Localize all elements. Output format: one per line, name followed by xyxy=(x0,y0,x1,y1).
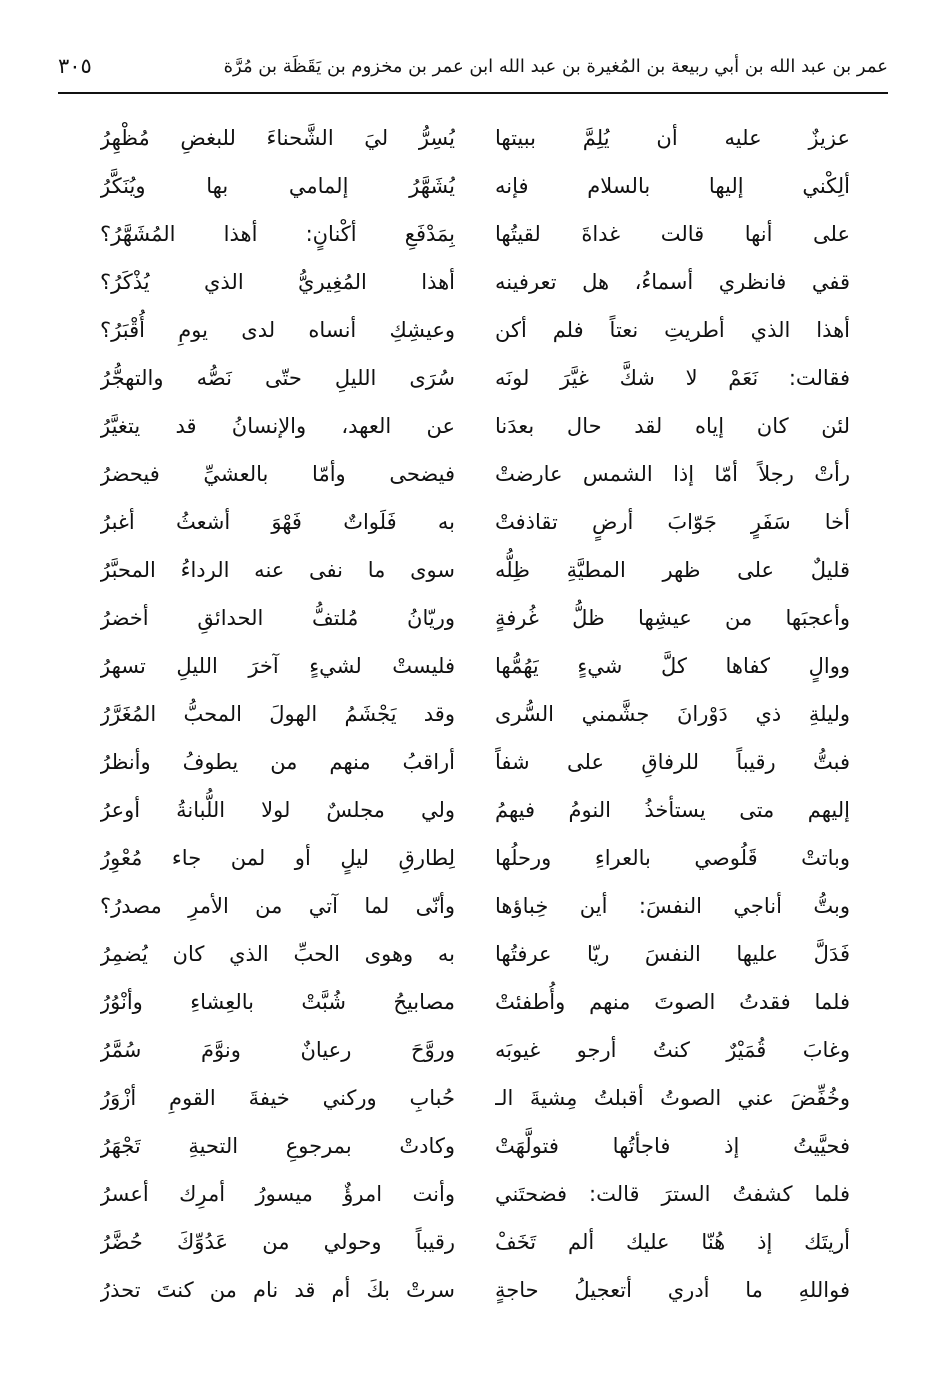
verse-row xyxy=(100,691,850,737)
verse-row xyxy=(100,259,850,305)
verse-row xyxy=(100,883,850,929)
verse-row xyxy=(100,403,850,449)
verse-row xyxy=(100,211,850,257)
page-number: ٣٠٥ xyxy=(58,54,92,78)
verse-second-hemistich: سوى ما نفى عنه الرداءُ المحبَّرُ xyxy=(100,558,455,582)
header-divider xyxy=(58,92,888,94)
verse-row xyxy=(100,1123,850,1169)
verse-second-hemistich: به وهوى الحبِّ الذي كان يُضمِرُ xyxy=(100,942,455,966)
verse-first-hemistich: أخا سَفَرٍ جَوّابَ أرضٍ تقاذفتْ xyxy=(495,510,850,534)
verse-first-hemistich: عزيزٌ عليه أن يُلِمَّ ببيتها xyxy=(495,126,850,150)
verse-second-hemistich: وعيشِكِ أنساه لدى يومِ أُقْبَرُ؟ xyxy=(100,318,455,342)
verse-row xyxy=(100,835,850,881)
running-header xyxy=(58,48,888,88)
verse-first-hemistich: وغابَ قُمَيْرٌ كنتُ أرجو غيوبَه xyxy=(495,1038,850,1062)
verse-first-hemistich: وباتتْ قَلُوصي بالعراءِ ورحلُها xyxy=(495,846,850,870)
verse-second-hemistich: ولي مجلسٌ لولا اللُّبانةُ أوعرُ xyxy=(100,798,455,822)
verse-second-hemistich: وأنت امرؤٌ ميسورُ أمرِك أعسرُ xyxy=(100,1182,455,1206)
running-title: عمر بن عبد الله بن أبي ربيعة بن المُغيرة بن عبد الله ابن عمر بن مخزوم بن يَقَظَة بن مُرَّة xyxy=(223,56,888,77)
verse-second-hemistich: بِمَدْفَعِ أكْنانٍ: أهذا المُشَهَّرُ؟ xyxy=(100,222,455,246)
verse-first-hemistich: فَدَلَّ عليها النفسَ ريّا عرفتُها xyxy=(495,942,850,966)
verse-second-hemistich: فيضحى وأمّا بالعشيِّ فيحضرُ xyxy=(100,462,455,486)
verse-row xyxy=(100,643,850,689)
verse-row xyxy=(100,1171,850,1217)
verse-second-hemistich: عن العهد، والإنسانُ قد يتغيَّرُ xyxy=(100,414,455,438)
verse-second-hemistich: سرتْ بكَ أم قد نام من كنتَ تحذرُ xyxy=(100,1278,455,1302)
verse-first-hemistich: أهذا الذي أطريتِ نعتاً فلم أكن xyxy=(495,318,850,342)
verse-second-hemistich: مصابيحُ شُبَّتْ بالعِشاءِ وأنْوُرُ xyxy=(100,990,455,1014)
verse-second-hemistich: وكادتْ بمرجوعِ التحيةِ تَجْهَرُ xyxy=(100,1134,455,1158)
verse-row xyxy=(100,1075,850,1121)
verse-second-hemistich: يُشَهَّرُ إلمامي بها ويُنَكَّرُ xyxy=(100,174,455,198)
verse-second-hemistich: حُبابِ وركني خيفةَ القومِ أزْوَرُ xyxy=(100,1086,455,1110)
verse-second-hemistich: به فَلَواتٌ فَهْوَ أشعثُ أغبرُ xyxy=(100,510,455,534)
verse-second-hemistich: وريّانُ مُلتفُّ الحدائقِ أخضرُ xyxy=(100,606,455,630)
verse-first-hemistich: قفي فانظري أسماءُ، هل تعرفينه xyxy=(495,270,850,294)
verse-row xyxy=(100,1267,850,1313)
verse-second-hemistich: أهذا المُغِيريُّ الذي يُذْكَرُ؟ xyxy=(100,270,455,294)
verse-row xyxy=(100,931,850,977)
verse-first-hemistich: وأعجبَها من عيشِها ظلُّ غُرفةٍ xyxy=(495,606,850,630)
verse-second-hemistich: لِطارقِ ليلٍ أو لمن جاء مُعْوِرُ xyxy=(100,846,455,870)
verse-row xyxy=(100,979,850,1025)
verse-row xyxy=(100,307,850,353)
verse-first-hemistich: أريتَك إذ هُنّا عليك ألم تَخَفْ xyxy=(495,1230,850,1254)
verse-row xyxy=(100,1219,850,1265)
verse-row xyxy=(100,1027,850,1073)
verse-second-hemistich: فليستْ لشيءٍ آخرَ الليلِ تسهرُ xyxy=(100,654,455,678)
verse-second-hemistich: أراقبُ منهم من يطوفُ وأنظرُ xyxy=(100,750,455,774)
verse-first-hemistich: إليهم متى يستأخذُ النومُ فيهمُ xyxy=(495,798,850,822)
verse-first-hemistich: فبتُّ رقيباً للرفاقِ على شفاً xyxy=(495,750,850,774)
verse-first-hemistich: فواللهِ ما أدري أتعجيلُ حاجةٍ xyxy=(495,1278,850,1302)
verse-first-hemistich: فقالت: نَعَمْ لا شكَّ غيَّرَ لونَه xyxy=(495,366,850,390)
verse-first-hemistich: ووالٍ كفاها كلَّ شيءٍ يَهُمُّها xyxy=(495,654,850,678)
verse-first-hemistich: فلما كشفتُ السترَ قالت: فضحتَني xyxy=(495,1182,850,1206)
verse-first-hemistich: وخُفِّضَ عني الصوتُ أقبلتُ مِشيةَ الـ xyxy=(495,1086,850,1110)
verse-first-hemistich: لئن كان إياه لقد حال بعدَنا xyxy=(495,414,850,438)
verse-first-hemistich: وبتُّ أناجي النفسَ: أين خِباؤها xyxy=(495,894,850,918)
verse-first-hemistich: وليلةِ ذي دَوْرانَ جشَّمني السُّرى xyxy=(495,702,850,726)
verse-first-hemistich: فلما فقدتُ الصوتَ منهم وأُطفئتْ xyxy=(495,990,850,1014)
verse-row xyxy=(100,547,850,593)
verse-row xyxy=(100,787,850,833)
verse-second-hemistich: يُسِرُّ ليَ الشَّحناءَ للبغضِ مُظْهِرُ xyxy=(100,126,455,150)
verse-second-hemistich: وروَّحَ رعيانٌ ونوَّمَ سُمَّرُ xyxy=(100,1038,455,1062)
verse-row xyxy=(100,355,850,401)
poem-body xyxy=(100,115,850,1315)
verse-second-hemistich: وأنّى لما آتي من الأمرِ مصدرُ؟ xyxy=(100,894,455,918)
verse-second-hemistich: وقد يَجْشَمُ الهولَ المحبُّ المُغَرَّرُ xyxy=(100,702,455,726)
verse-first-hemistich: على أنها قالت غداةَ لقيتُها xyxy=(495,222,850,246)
verse-row xyxy=(100,595,850,641)
verse-row xyxy=(100,451,850,497)
verse-row xyxy=(100,163,850,209)
verse-row xyxy=(100,499,850,545)
verse-second-hemistich: رقيباً وحولي من عَدُوِّكَ حُضَّرُ xyxy=(100,1230,455,1254)
verse-row xyxy=(100,115,850,161)
verse-row xyxy=(100,739,850,785)
verse-first-hemistich: رأتْ رجلاً أمّا إذا الشمس عارضتْ xyxy=(495,462,850,486)
verse-first-hemistich: ألِكْني إليها بالسلام فإنه xyxy=(495,174,850,198)
verse-first-hemistich: قليلٌ على ظهر المطيَّةِ ظِلُّه xyxy=(495,558,850,582)
verse-first-hemistich: فحيَّيتُ إذ فاجأتُها فتولَّهَتْ xyxy=(495,1134,850,1158)
verse-second-hemistich: سُرَى الليلِ حتّى نَصُّه والتهجُّرُ xyxy=(100,366,455,390)
